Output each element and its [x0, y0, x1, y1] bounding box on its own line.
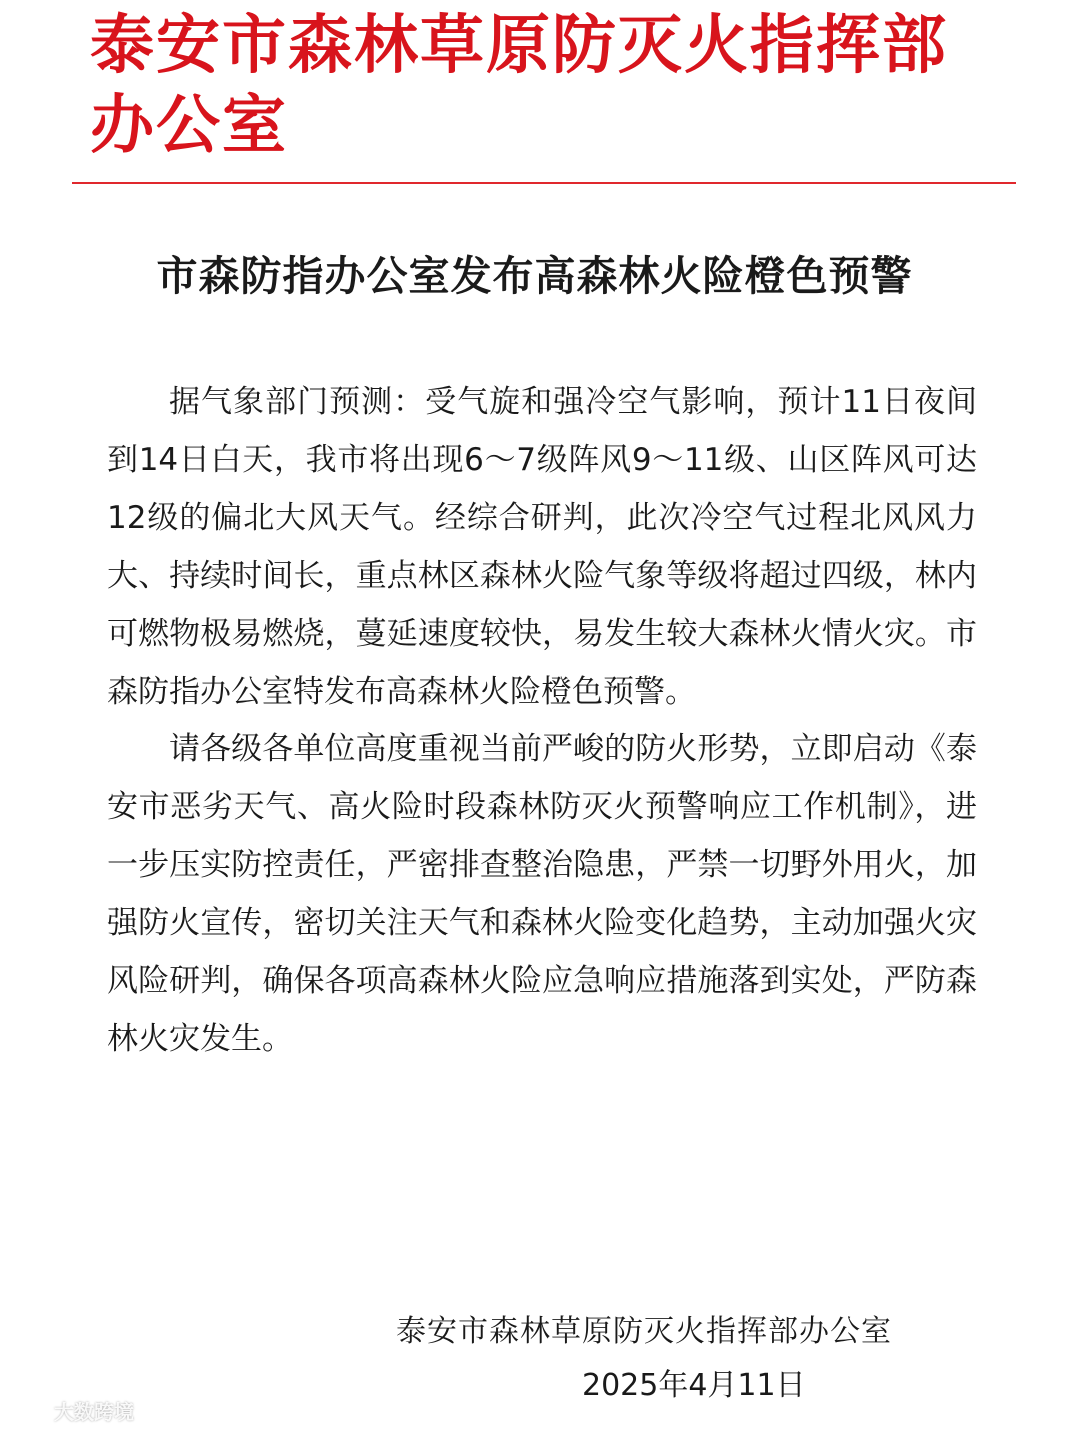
signature-block — [396, 1306, 976, 1403]
watermark — [6, 1396, 134, 1425]
document-body — [107, 374, 977, 1069]
paragraph-2: 请各级各单位高度重视当前严峻的防火形势，立即启动《泰安市恶劣天气、高火险时段森林防灭火预警响应工作机制》，进一步压实防控责任，严密排查整治隐患，严禁一切野外用火，加强防火宣传，密切关注天气和森林火险变化趋势，主动加强火灾风险研判，确保各项高森林火险应急响应措施落到实处，严防森林火灾发生。 — [107, 731, 977, 1057]
header-org-title: 泰安市森林草原防灭火指挥部办公室 — [90, 9, 948, 163]
header-divider — [72, 182, 1016, 184]
signature-date: 2025年4月11日 — [582, 1368, 806, 1403]
platform-logo-icon — [6, 1398, 48, 1424]
paragraph-1: 据气象部门预测：受气旋和强冷空气影响，预计11日夜间到14日白天，我市将出现6～7级阵风9～11级、山区阵风可达12级的偏北大风天气。经综合研判，此次冷空气过程北风风力大、持续时间长，重点林区森林火险气象等级将超过四级，林内可燃物极易燃烧，蔓延速度较快，易发生较大森林火情火灾。市森防指办公室特发布高森林火险橙色预警。 — [107, 384, 977, 710]
watermark-text: 大数跨境 — [54, 1400, 134, 1424]
document-title: 市森防指办公室发布高森林火险橙色预警 — [156, 252, 913, 300]
signature-org: 泰安市森林草原防灭火指挥部办公室 — [396, 1314, 892, 1349]
